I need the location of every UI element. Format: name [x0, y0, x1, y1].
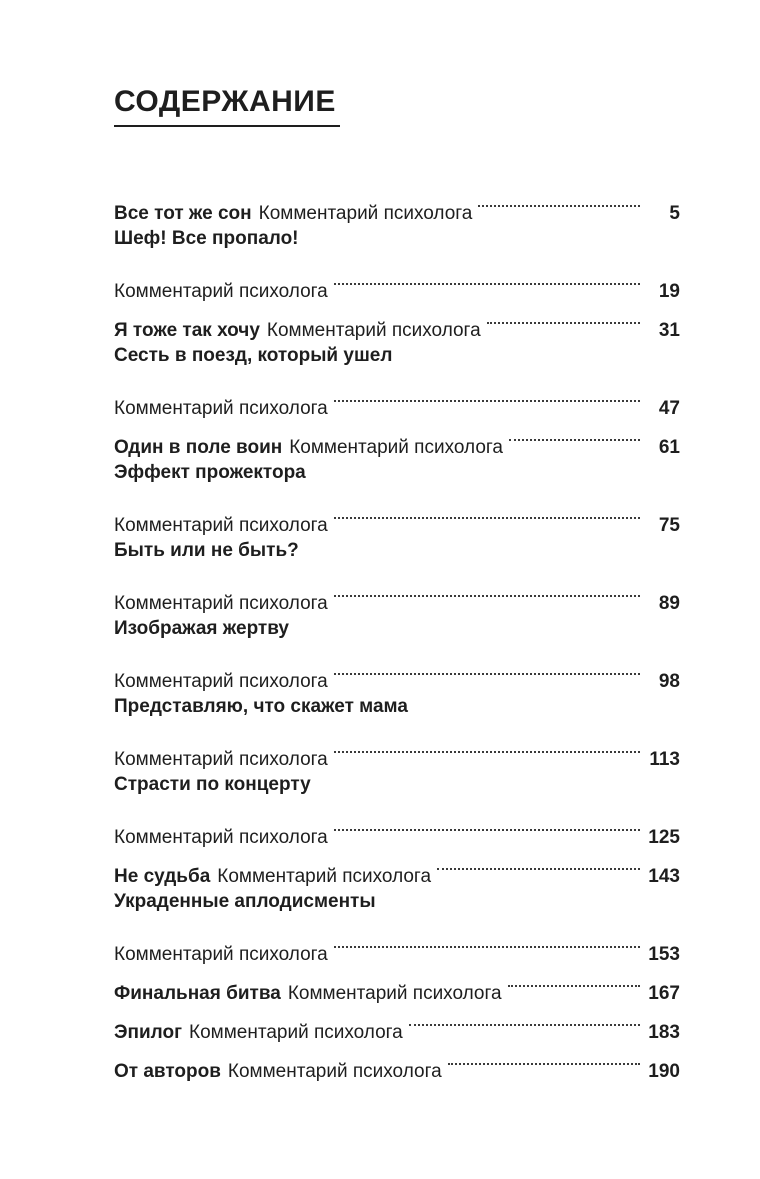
- toc-entry-subtitle: Комментарий психолога: [114, 398, 328, 419]
- toc-page-number: 5: [669, 203, 680, 224]
- toc-entry-subtitle: Комментарий психолога: [114, 593, 328, 614]
- toc-entry-title: Финальная битва: [114, 983, 281, 1004]
- toc-entry-subtitle: Комментарий психолога: [227, 1061, 442, 1082]
- toc-entry-title: Эпилог: [114, 1022, 183, 1043]
- dot-leader: [334, 648, 640, 687]
- toc-entry-title: Сесть в поезд, который ушел: [114, 345, 393, 366]
- toc-entry[interactable]: [114, 180, 680, 224]
- toc-page-number: 167: [648, 983, 680, 1004]
- dot-leader: [487, 297, 640, 336]
- toc-entry-title-row: [114, 609, 680, 648]
- toc-page-number: 125: [648, 827, 680, 848]
- dot-leader: [334, 921, 640, 960]
- toc-entry-title: От авторов: [114, 1061, 221, 1082]
- toc-entry-title: Эффект прожектора: [114, 462, 306, 483]
- dot-leader: [334, 570, 640, 609]
- toc-page-number: 61: [658, 437, 680, 458]
- dot-leader: [334, 492, 640, 531]
- toc-page-number: 143: [648, 866, 680, 887]
- toc-page-number: 98: [658, 671, 680, 692]
- table-of-contents: [114, 180, 680, 1082]
- toc-entry[interactable]: [114, 492, 680, 536]
- toc-entry-title: Я тоже так хочу: [114, 320, 260, 341]
- toc-entry-subtitle: Комментарий психолога: [114, 944, 328, 965]
- toc-entry[interactable]: [114, 375, 680, 419]
- toc-entry[interactable]: [114, 258, 680, 302]
- toc-entry-title: Быть или не быть?: [114, 540, 299, 561]
- toc-entry-subtitle: Комментарий психолога: [114, 827, 328, 848]
- dot-leader: [334, 804, 640, 843]
- toc-entry[interactable]: [114, 648, 680, 692]
- toc-entry-title-row: [114, 765, 680, 804]
- toc-entry-title: Не судьба: [114, 866, 211, 887]
- toc-page-number: 113: [649, 749, 680, 770]
- toc-page-number: 31: [658, 320, 680, 341]
- dot-leader: [334, 258, 640, 297]
- toc-entry-subtitle: Комментарий психолога: [266, 320, 481, 341]
- toc-entry-subtitle: Комментарий психолога: [217, 866, 432, 887]
- toc-entry[interactable]: [114, 726, 680, 770]
- toc-page-number: 183: [648, 1022, 680, 1043]
- toc-entry[interactable]: [114, 804, 680, 848]
- toc-entry-subtitle: Комментарий психолога: [189, 1022, 403, 1043]
- dot-leader: [437, 843, 640, 882]
- toc-entry-subtitle: Комментарий психолога: [114, 515, 328, 536]
- heading-underline: [114, 125, 340, 127]
- toc-entry-subtitle: Комментарий психолога: [258, 203, 473, 224]
- toc-page-number: 153: [648, 944, 680, 965]
- toc-page-number: 190: [648, 1061, 680, 1082]
- toc-entry-title: Представляю, что скажет мама: [114, 696, 408, 717]
- dot-leader: [334, 375, 640, 414]
- dot-leader: [448, 1038, 640, 1077]
- dot-leader: [478, 180, 640, 219]
- toc-entry-title-row: [114, 531, 680, 570]
- toc-entry-title: Страсти по концерту: [114, 774, 311, 795]
- dot-leader: [334, 726, 640, 765]
- toc-entry-subtitle: Комментарий психолога: [114, 281, 328, 302]
- toc-page-number: 89: [658, 593, 680, 614]
- toc-page-number: 47: [658, 398, 680, 419]
- toc-entry-title: Шеф! Все пропало!: [114, 228, 299, 249]
- toc-entry[interactable]: [114, 570, 680, 614]
- toc-page-number: 19: [658, 281, 680, 302]
- toc-entry-title: Изображая жертву: [114, 618, 289, 639]
- dot-leader: [509, 414, 640, 453]
- dot-leader: [409, 999, 640, 1038]
- toc-entry-subtitle: Комментарий психолога: [289, 437, 503, 458]
- toc-heading: СОДЕРЖАНИЕ: [114, 85, 336, 118]
- toc-entry-title: Один в поле воин: [114, 437, 283, 458]
- toc-entry-title: Украденные аплодисменты: [114, 891, 376, 912]
- toc-entry-subtitle: Комментарий психолога: [287, 983, 502, 1004]
- toc-entry-title-row: [114, 687, 680, 726]
- toc-entry-subtitle: Комментарий психолога: [114, 749, 328, 770]
- dot-leader: [508, 960, 640, 999]
- toc-page-number: 75: [658, 515, 680, 536]
- toc-entry[interactable]: [114, 921, 680, 965]
- toc-entry-title: Все тот же сон: [114, 203, 252, 224]
- toc-entry-subtitle: Комментарий психолога: [114, 671, 328, 692]
